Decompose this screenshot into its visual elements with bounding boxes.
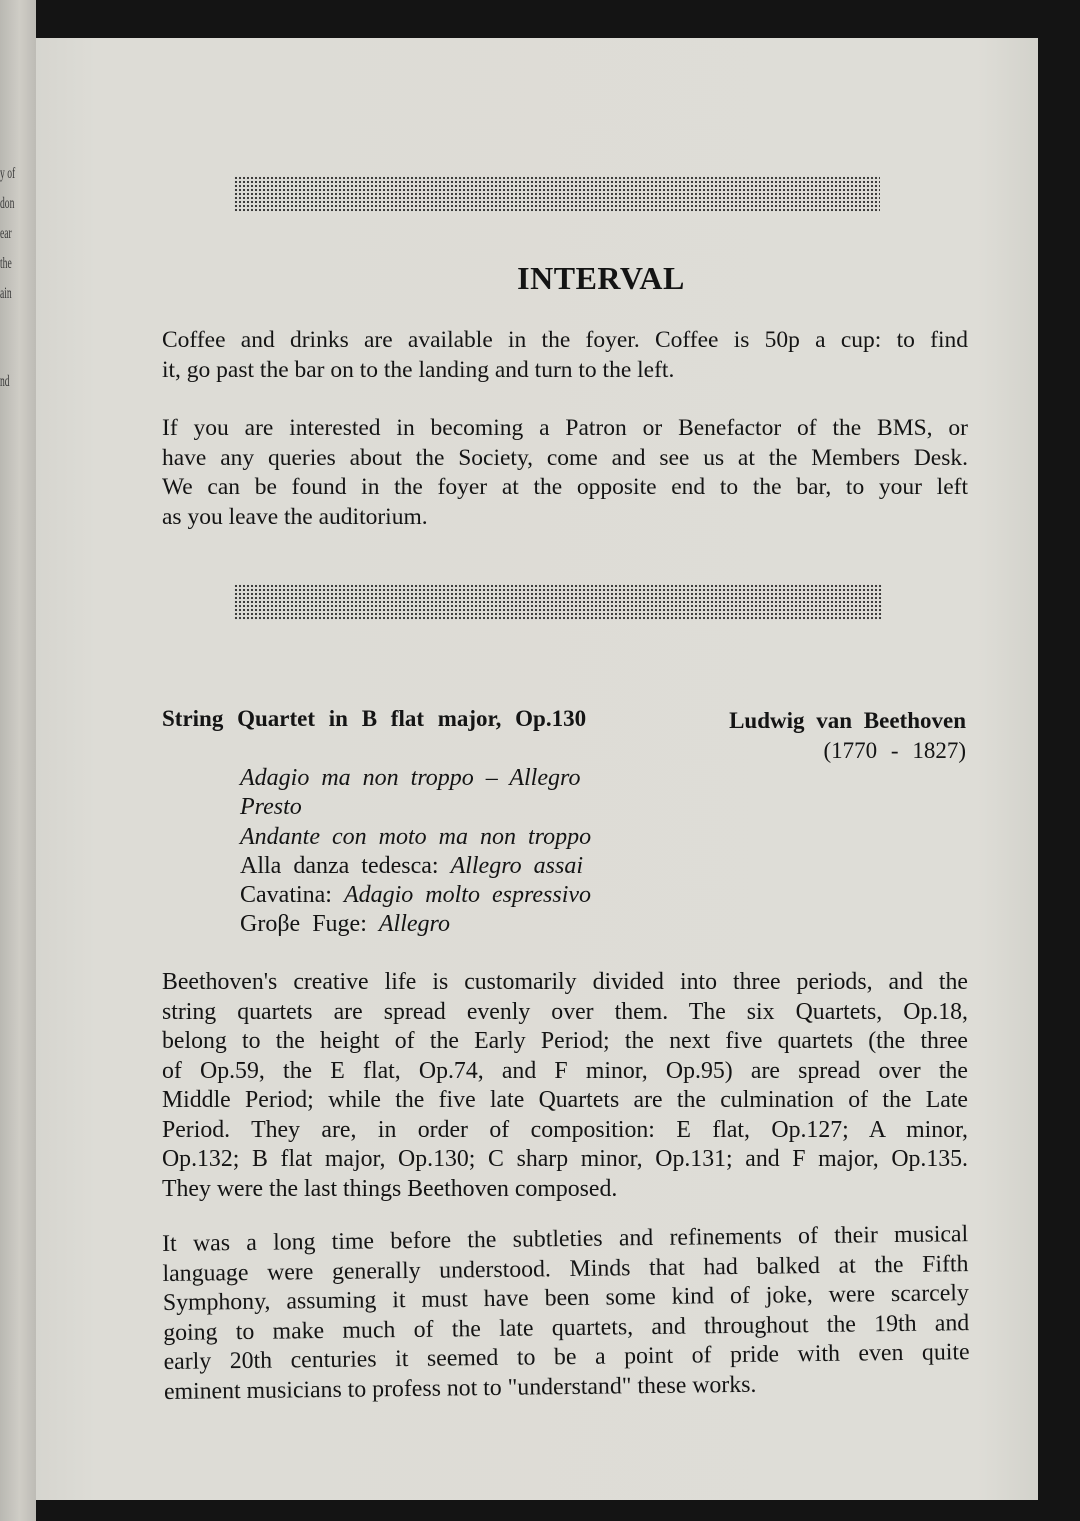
movement-prefix: Cavatina: — [240, 882, 344, 909]
text-line: Coffee and drinks are available in the foyer. Coffee is 50p a cup: to find — [162, 327, 968, 353]
movement-tempo: Allegro — [378, 911, 450, 938]
movement-item — [240, 881, 591, 910]
facing-page-fragment: don — [0, 195, 15, 212]
dotted-divider-top — [234, 176, 880, 212]
text-line: language were generally understood. Minds that had balked at the Fifth — [162, 1250, 969, 1287]
text-line: We can be found in the foyer at the opposite end to the bar, to your left — [162, 474, 968, 500]
text-line: Beethoven's creative life is customarily divided into three periods, and the — [162, 969, 968, 995]
movement-item — [240, 793, 591, 822]
text-line: If you are interested in becoming a Patron or Benefactor of the BMS, or — [162, 415, 968, 441]
movement-item — [240, 823, 591, 852]
movement-item — [240, 764, 591, 793]
movement-tempo: Adagio molto espressivo — [343, 882, 592, 909]
text-line: It was a long time before the subtleties and refinements of their musical — [162, 1221, 969, 1257]
programme-note-paragraph-periods — [162, 968, 968, 1204]
movement-item — [240, 910, 591, 939]
facing-page-fragment: the — [0, 255, 12, 272]
composer-name: Ludwig van Beethoven — [729, 708, 966, 733]
text-line: string quartets are spread evenly over them. The six Quartets, Op.18, — [162, 998, 968, 1025]
interval-paragraph-refreshments — [162, 326, 968, 385]
movement-tempo: Adagio ma non troppo – Allegro — [240, 765, 581, 791]
text-line: Middle Period; while the five late Quartets are the culmination of the Late — [162, 1087, 968, 1113]
text-line: belong to the height of the Early Period; the next five quartets (the three — [162, 1028, 968, 1054]
composer-dates: (1770 - 1827) — [823, 738, 966, 763]
text-line: eminent musicians to profess not to "understand" these works. — [163, 1371, 757, 1405]
work-title: String Quartet in B flat major, Op.130 — [162, 706, 587, 731]
movement-prefix: Groβe Fuge: — [240, 911, 379, 938]
text-line: Period. They are, in order of composition: E flat, Op.127; A minor, — [162, 1116, 968, 1143]
movement-tempo: Presto — [240, 794, 302, 821]
text-line: of Op.59, the E flat, Op.74, and F minor, Op.95) are spread over the — [162, 1057, 968, 1084]
dotted-divider-bottom — [234, 584, 882, 620]
programme-page — [36, 38, 1038, 1500]
movement-tempo: Allegro assai — [450, 852, 584, 879]
text-line: have any queries about the Society, come and see us at the Members Desk. — [162, 444, 968, 471]
text-line: going to make much of the late quartets, and throughout the 19th and — [163, 1309, 970, 1346]
facing-page-fragment: ear — [0, 225, 12, 242]
text-line: Symphony, assuming it must have been some kind of joke, were scarcely — [162, 1280, 969, 1316]
interval-paragraph-members-desk — [162, 414, 968, 532]
movement-prefix: Alla danza tedesca: — [240, 852, 451, 879]
composer-block — [729, 706, 966, 766]
facing-page-fragment: y of — [0, 165, 16, 182]
text-line: early 20th centuries it seemed to be a point of pride with even quite — [163, 1339, 970, 1375]
facing-page-edge — [0, 0, 36, 1521]
movement-list — [240, 764, 591, 940]
text-line: Op.132; B flat major, Op.130; C sharp minor, Op.131; and F major, Op.135. — [162, 1146, 968, 1172]
facing-page-fragment: nd — [0, 373, 10, 390]
facing-page-fragment: ain — [0, 285, 12, 302]
text-line: as you leave the auditorium. — [162, 503, 428, 530]
interval-heading: INTERVAL — [517, 260, 685, 296]
movement-item — [240, 852, 591, 881]
movement-tempo: Andante con moto ma non troppo — [240, 823, 592, 850]
text-line: it, go past the bar on to the landing and turn to the left. — [162, 356, 675, 383]
text-line: They were the last things Beethoven composed. — [162, 1175, 618, 1202]
programme-note-paragraph-reception — [162, 1220, 970, 1407]
